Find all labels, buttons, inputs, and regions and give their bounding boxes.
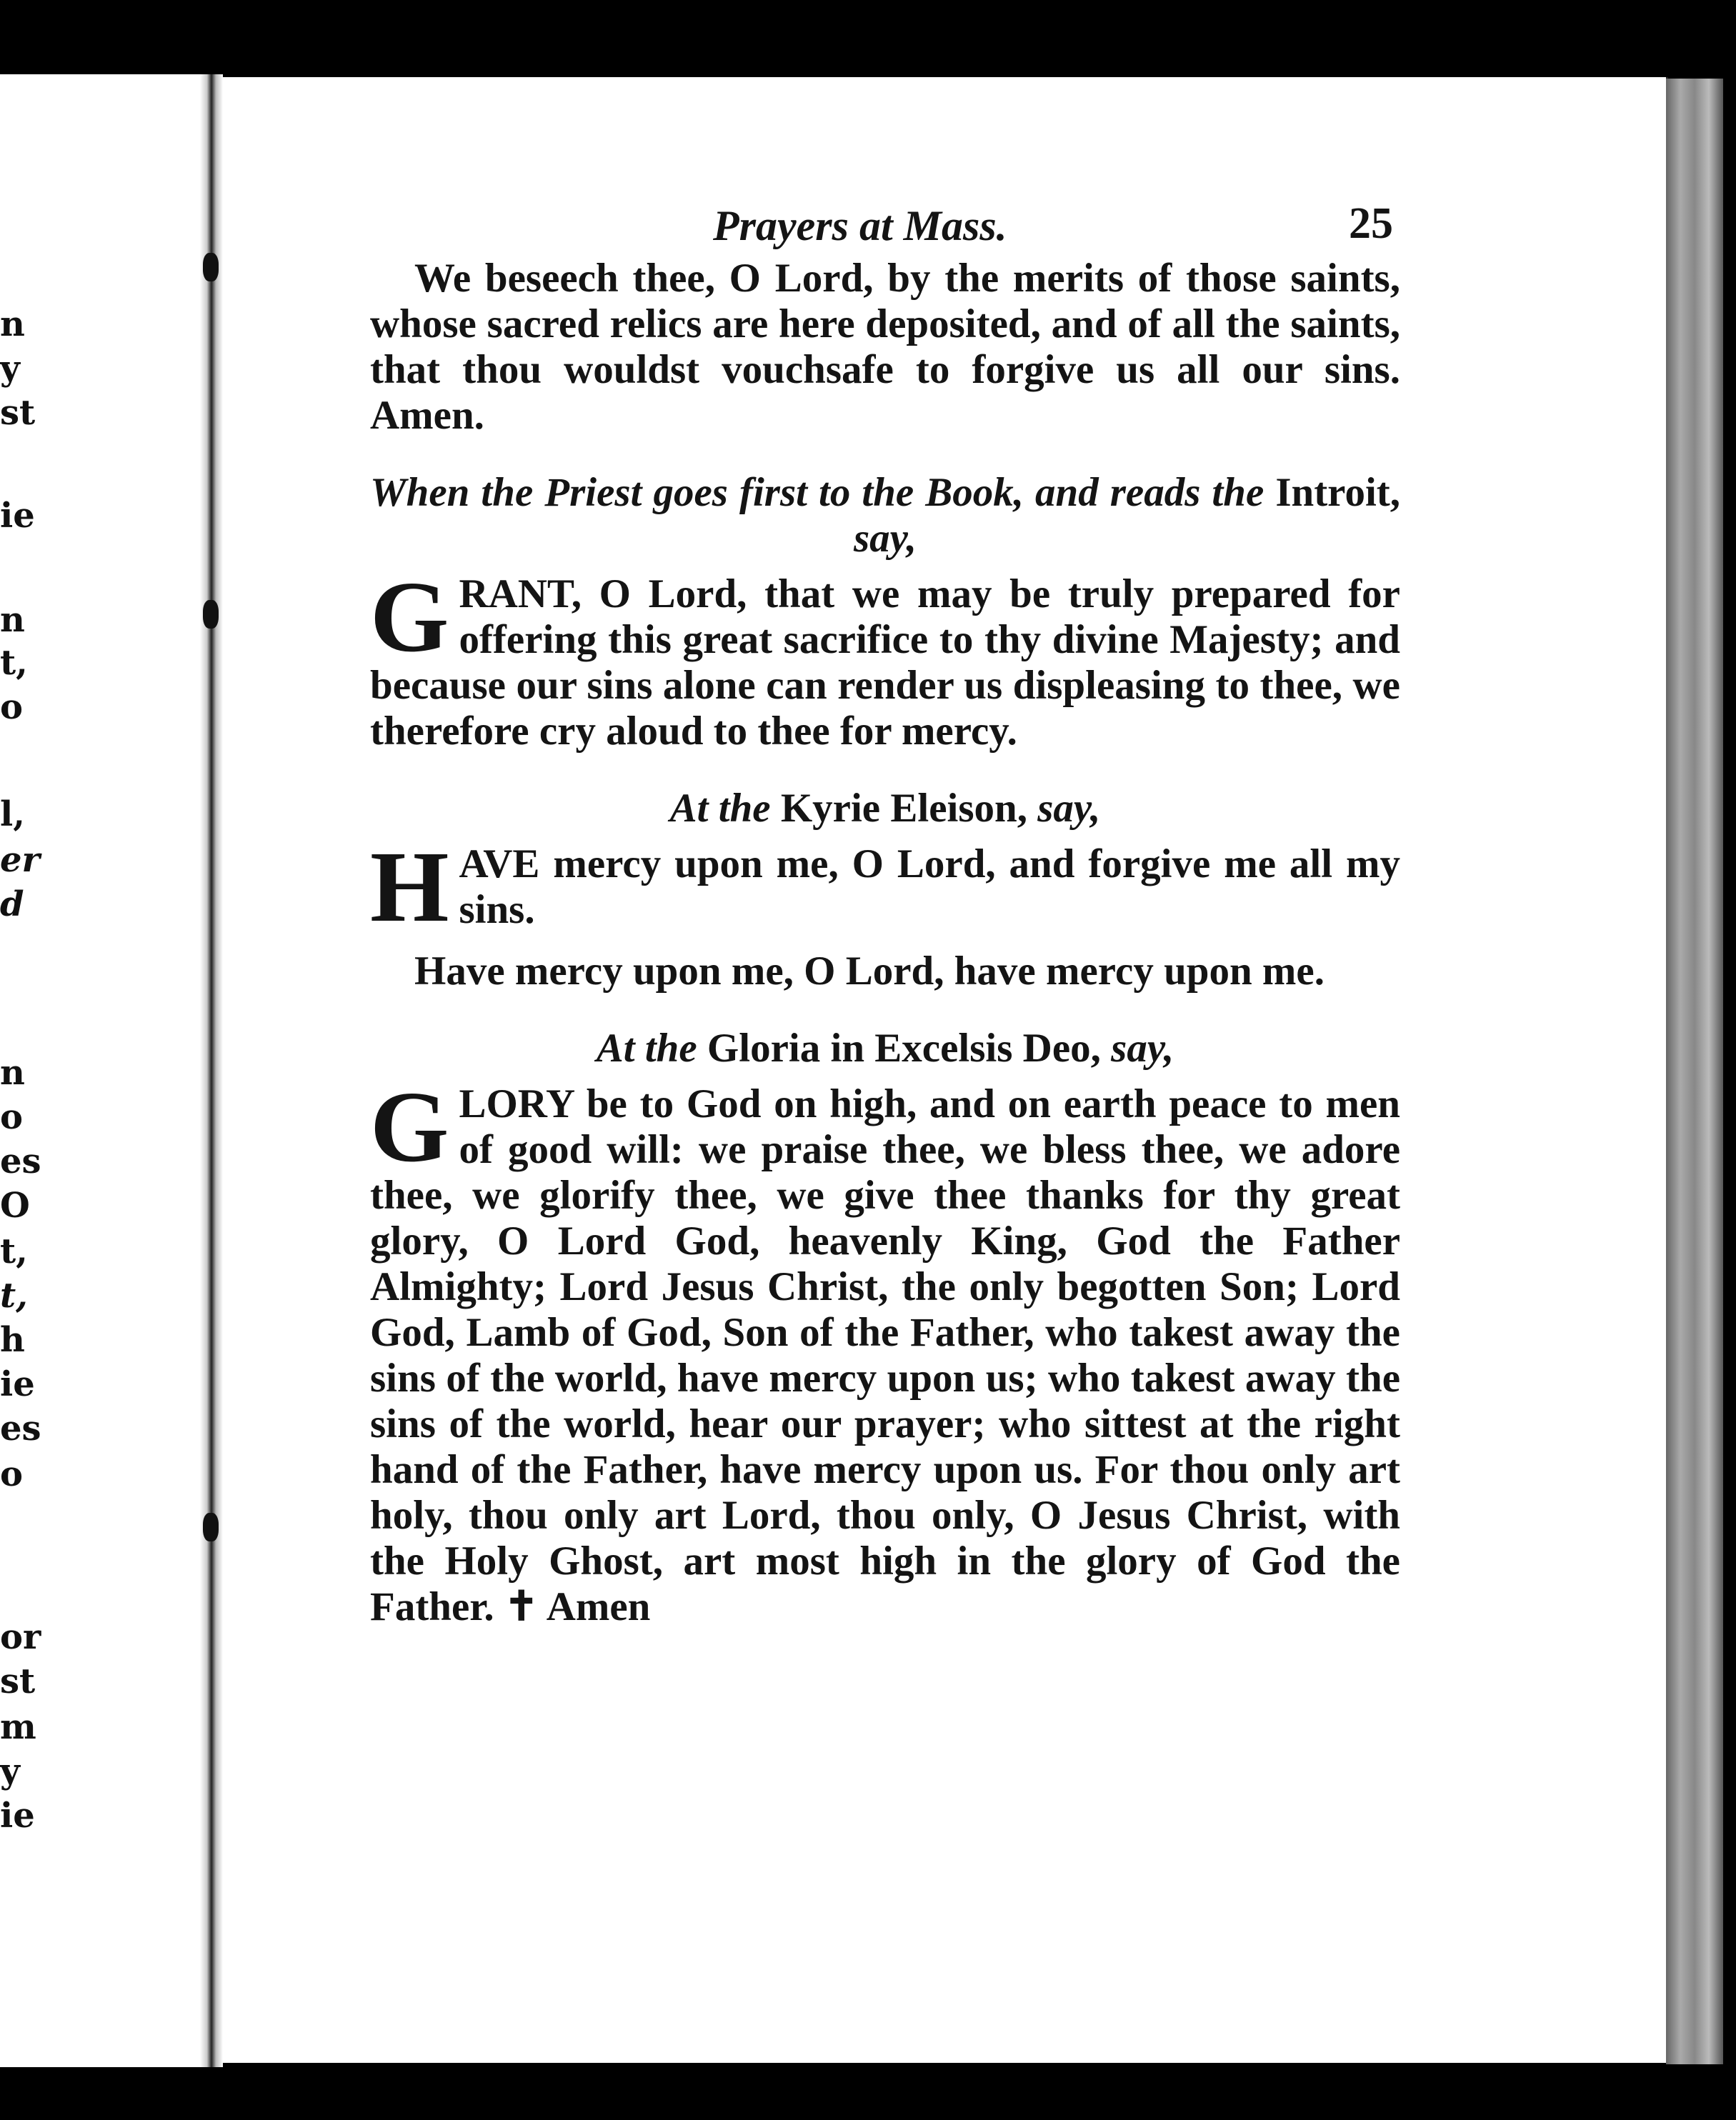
rubric-term: Gloria in Excelsis Deo, [707,1026,1101,1071]
fragment: y [0,1751,20,1791]
running-title: Prayers at Mass. [713,202,1007,249]
fragment: es [0,1409,41,1449]
drop-cap: G [370,560,449,673]
fragment: d [0,884,24,924]
fragment: n [0,1053,25,1093]
rubric-term: Introit, [1275,470,1401,515]
prayer-have-mercy: Have mercy upon me, O Lord, have mercy upon me. [414,949,1325,994]
fragment: ie [0,496,35,536]
fragment: t, [0,1231,28,1271]
prayer-relics: We beseech thee, O Lord, by the merits of those saints, whose sacred relics are here deposited, and of all the saints, that thou wouldst vouchsafe to forgive us all our sins. Amen. [370,256,1400,438]
binding-stitch [203,1513,219,1541]
fragment: h [0,1320,25,1360]
fragment: es [0,1141,41,1181]
previous-page-text-fragments [0,74,64,2067]
page-number: 25 [1349,199,1393,248]
prayer-text: AVE mercy upon me, O Lord, and forgive me all my sins. [459,841,1400,932]
page-content [370,191,1400,1630]
rubric-prefix: At the [669,786,771,831]
fragment: t, [0,1276,28,1316]
fragment: n [0,600,25,640]
fragment: O [0,1186,30,1226]
binding-stitch [203,253,219,281]
rubric-kyrie [370,786,1400,831]
rubric-say: say, [1037,786,1101,831]
fragment: or [0,1617,41,1657]
prayer-kyrie [370,830,1400,943]
drop-cap: G [370,1070,449,1183]
fragment: n [0,304,25,344]
rubric-gloria [370,1026,1400,1071]
binding-stitch [203,600,219,629]
rubric-say: say, [1111,1026,1174,1071]
fragment: er [0,840,40,880]
prayer-introit [370,560,1400,754]
fragment: o [0,1454,24,1494]
prayer-text: LORY be to God on high, and on earth peace to men of good will: we praise thee, we bless thee, we adore thee, we glorify thee, we give thee thanks for thy great glory, O Lord God, heavenly King, God the Father Almighty; Lord Jesus Christ, the only begotten Son; Lord God, Lamb of God, Son of the Father, who takest away the sins of the world, have mercy upon us; who takest away the sins of the world, hear our prayer; who sittest at the right hand of the Father, have mercy upon us. For thou only art holy, thou only art Lord, thou only, O Jesus Christ, with the Holy Ghost, art most high in the glory of God the Father. ✝ Amen [370,1081,1400,1629]
fragment: y [0,349,20,389]
book-gutter [200,74,223,2067]
rubric-introit [370,470,1400,561]
page-edges [1666,79,1723,2064]
fragment: st [0,393,36,433]
fragment: t, [0,643,28,683]
running-head [370,191,1400,256]
previous-page-edge [0,74,214,2067]
fragment: m [0,1707,36,1747]
rubric-say: say, [853,516,917,561]
fragment: o [0,687,24,727]
fragment: ie [0,1796,35,1836]
rubric-term: Kyrie Eleison, [780,786,1027,831]
fragment: ie [0,1364,35,1404]
drop-cap: H [370,830,449,943]
prayer-gloria [370,1070,1400,1630]
fragment: l, [0,794,25,834]
fragment: st [0,1661,36,1701]
prayer-text: RANT, O Lord, that we may be truly prepared for offering this great sacrifice to thy divine Majesty; and because our sins alone can render us displeasing to thee, we therefore cry aloud to thee for mercy. [370,571,1400,754]
fragment: o [0,1097,24,1137]
rubric-text: When the Priest goes first to the Book, and reads the [370,470,1264,515]
rubric-prefix: At the [596,1026,697,1071]
